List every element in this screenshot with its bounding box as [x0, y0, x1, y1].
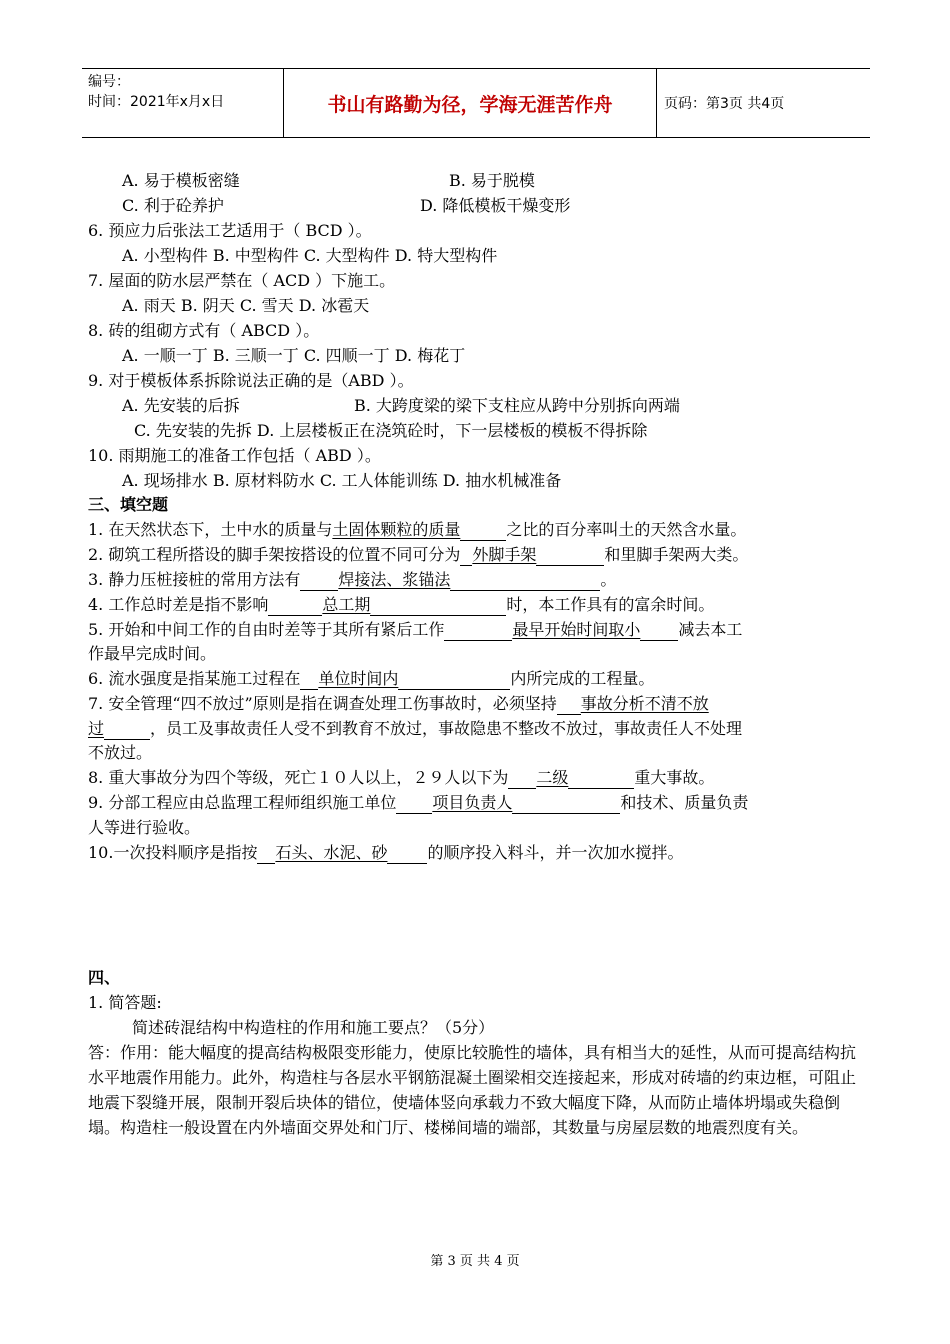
date-label: 时间：2021年x月x日	[88, 94, 225, 110]
essay-question: 简述砖混结构中构造柱的作用和施工要点？（5分）	[132, 1018, 495, 1037]
answer: 二级	[536, 768, 569, 787]
answer: 外脚手架	[472, 545, 537, 564]
fill-question: 6. 流水强度是指某施工过程在 单位时间内 内所完成的工程量。	[88, 669, 655, 688]
section-heading: 四、	[88, 968, 121, 987]
sub-heading: 1. 简答题:	[88, 993, 162, 1012]
option-line: A. 先安装的后拆	[122, 396, 240, 415]
fill-question: 9. 分部工程应由总监理工程师组织施工单位 项目负责人 和技术、质量负责	[88, 793, 749, 812]
number-label: 编号：	[88, 74, 130, 90]
answer: 事故分析不清不放	[580, 694, 709, 713]
fill-question: 2. 砌筑工程所搭设的脚手架按搭设的位置不同可分为 外脚手架 和里脚手架两大类。	[88, 545, 749, 564]
fill-question-cont: 过 ，员工及事故责任人受不到教育不放过，事故隐患不整改不放过，事故责任人不处理	[88, 719, 743, 738]
question-line: 8. 砖的组砌方式有（ ABCD ）。	[88, 321, 320, 340]
answer: 总工期	[322, 595, 371, 614]
option-line: A. 小型构件 B. 中型构件 C. 大型构件 D. 特大型构件	[122, 246, 498, 265]
question-line: 6. 预应力后张法工艺适用于（ BCD ）。	[88, 221, 372, 240]
essay-answer: 答：作用：能大幅度的提高结构极限变形能力，使原比较脆性的墙体，具有相当大的延性，从而可提高结构抗水平地震作用能力。此外，构造柱与各层水平钢筋混凝土圈梁相交连接起来，形成对砖墙的约束边框，可阻止地震下裂缝开展，限制开裂后块体的错位，使墙体竖向承载力不致大幅度下降，从而防止墙体坍塌或失稳倒塌。构造柱一般设置在内外墙面交界处和门厅、楼梯间墙的端部，其数量与房屋层数的地震烈度有关。	[88, 1043, 857, 1137]
option-line: A. 现场排水 B. 原材料防水 C. 工人体能训练 D. 抽水机械准备	[122, 471, 562, 490]
option-line: D. 降低模板干燥变形	[420, 196, 571, 215]
answer: 单位时间内	[318, 669, 399, 688]
header-page-label: 页码：第3页 共4页	[664, 96, 785, 112]
option-line: A. 易于模板密缝	[122, 171, 240, 190]
option-line: A. 一顺一丁 B. 三顺一丁 C. 四顺一丁 D. 梅花丁	[122, 346, 466, 365]
fill-question: 10.一次投料顺序是指按 石头、水泥、砂 的顺序投入料斗，并一次加水搅拌。	[88, 843, 684, 862]
fill-question-cont: 不放过。	[88, 743, 153, 762]
question-line: 7. 屋面的防水层严禁在（ ACD ）下施工。	[88, 271, 396, 290]
header-meta	[88, 72, 278, 112]
answer: 过	[88, 719, 105, 738]
fill-question: 4. 工作总时差是指不影响 总工期 时，本工作具有的富余时间。	[88, 595, 715, 614]
answer: 石头、水泥、砂	[275, 843, 388, 862]
page-header	[82, 68, 870, 138]
answer: 土固体颗粒的质量	[332, 520, 461, 539]
answer: 焊接法、浆锚法	[338, 570, 451, 589]
option-line: C. 利于砼养护	[122, 196, 224, 215]
option-line: B. 易于脱模	[449, 171, 535, 190]
fill-question-cont: 人等进行验收。	[88, 818, 201, 837]
fill-question: 3. 静力压桩接桩的常用方法有 焊接法、浆锚法 。	[88, 570, 617, 589]
option-line: A. 雨天 B. 阴天 C. 雪天 D. 冰雹天	[122, 296, 370, 315]
answer: 项目负责人	[432, 793, 513, 812]
fill-question-cont: 作最早完成时间。	[88, 644, 217, 663]
section-heading: 三、填空题	[88, 495, 169, 514]
question-line: 10. 雨期施工的准备工作包括（ ABD ）。	[88, 446, 381, 465]
fill-question: 1. 在天然状态下，土中水的质量与土固体颗粒的质量 之比的百分率叫土的天然含水量。	[88, 520, 747, 539]
page-footer: 第 3 页 共 4 页	[430, 1254, 520, 1269]
option-line: B. 大跨度梁的梁下支柱应从跨中分别拆向两端	[354, 396, 680, 415]
question-line: 9. 对于模板体系拆除说法正确的是（ABD ）。	[88, 371, 414, 390]
fill-question: 5. 开始和中间工作的自由时差等于其所有紧后工作 最早开始时间取小 减去本工	[88, 620, 743, 639]
fill-question: 8. 重大事故分为四个等级，死亡１０人以上，２９人以下为 二级 重大事故。	[88, 768, 715, 787]
fill-question: 7. 安全管理“四不放过”原则是指在调查处理工伤事故时，必须坚持 事故分析不清不放	[88, 694, 709, 713]
answer: 最早开始时间取小	[512, 620, 641, 639]
header-motto: 书山有路勤为径，学海无涯苦作舟	[283, 69, 657, 137]
option-line: C. 先安装的先拆 D. 上层楼板正在浇筑砼时，下一层楼板的模板不得拆除	[134, 421, 648, 440]
